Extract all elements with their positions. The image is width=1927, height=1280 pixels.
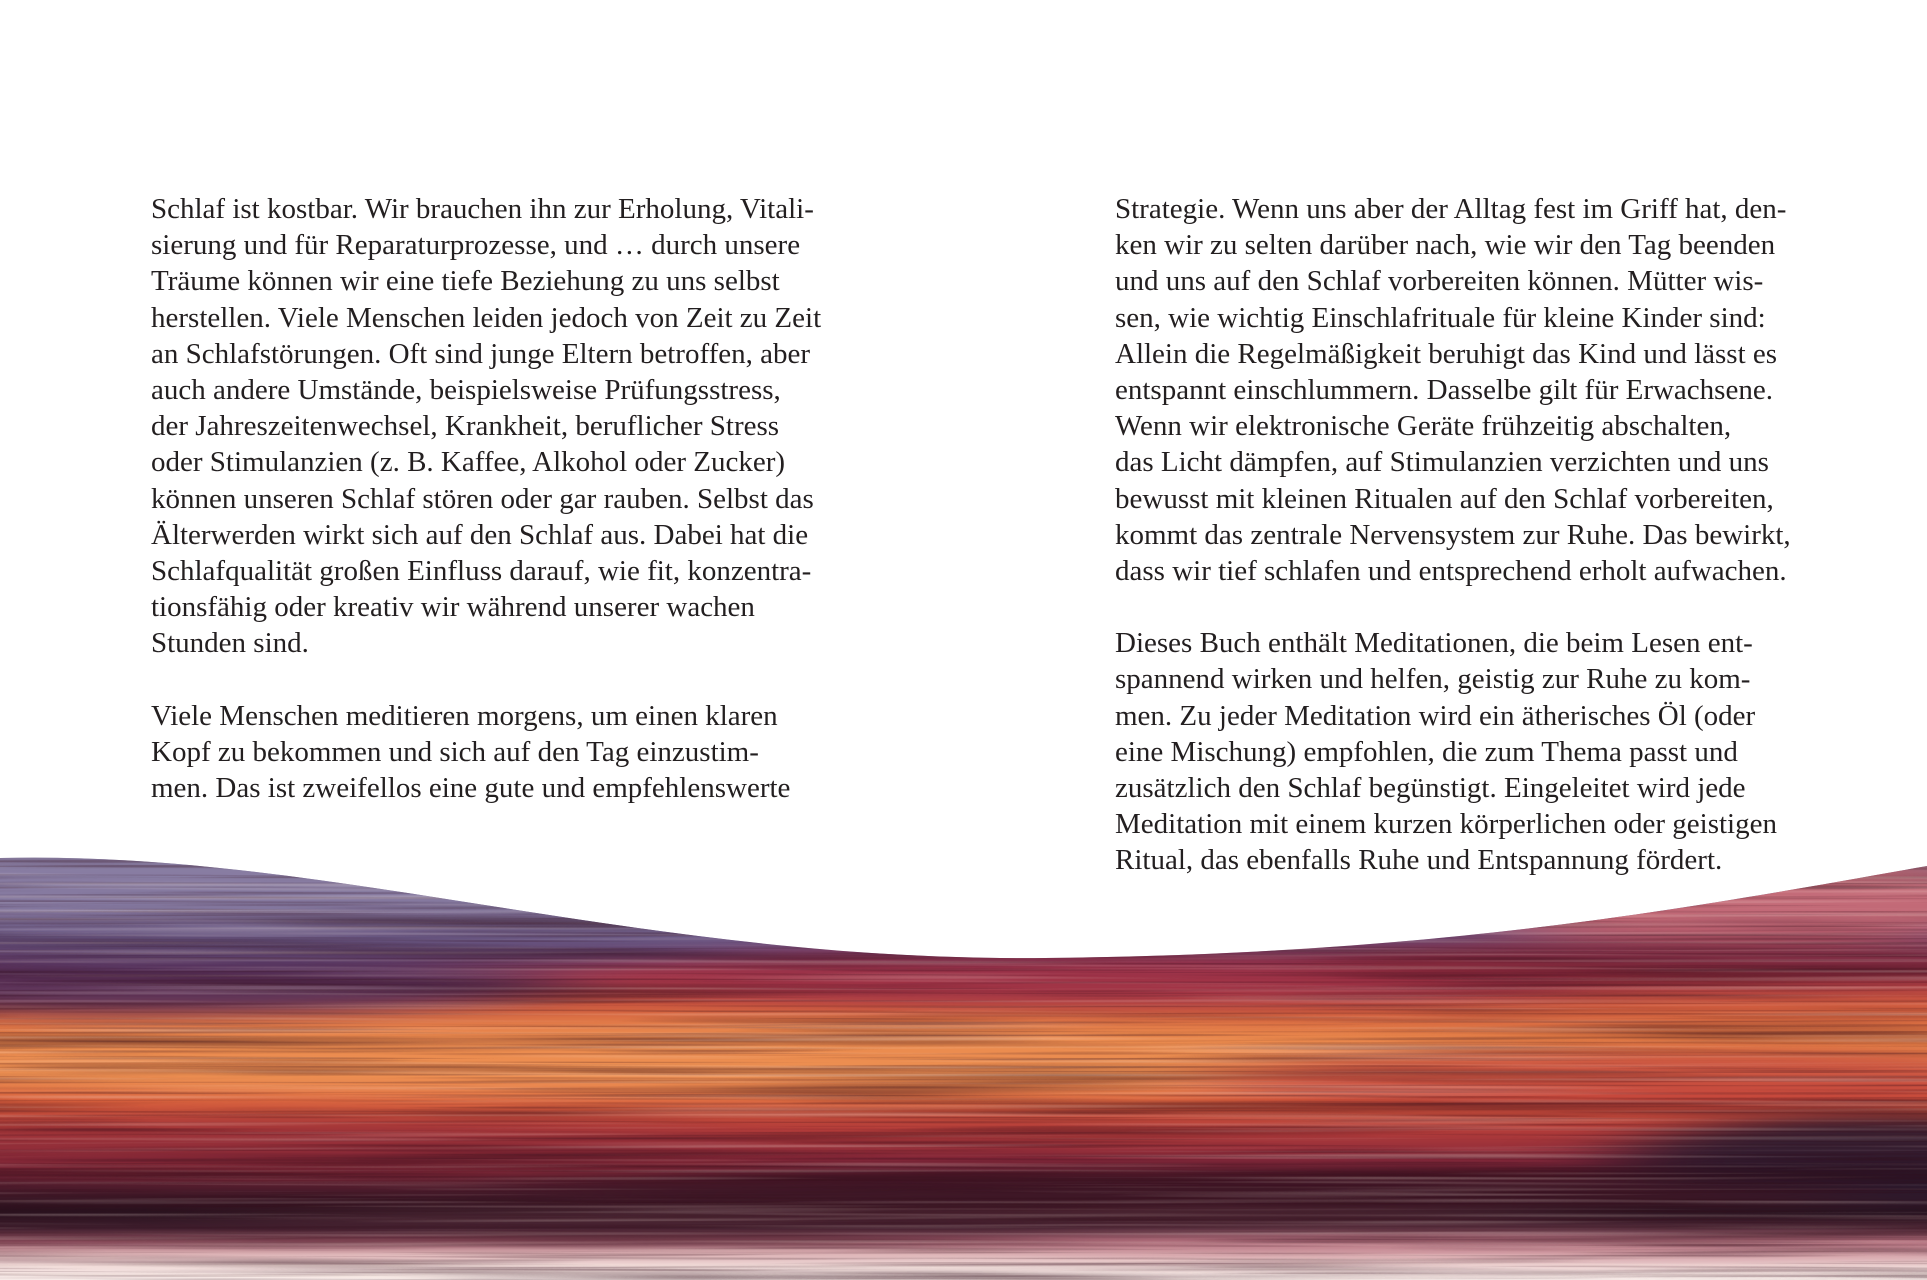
text-line: sierung und für Reparaturprozesse, und … durch unsere <box>151 229 801 262</box>
text-line: spannend wirken und helfen, geistig zur Ruhe zu kom- <box>1115 663 1751 696</box>
left-page-text <box>151 191 821 806</box>
text-line: kommt das zentrale Nervensystem zur Ruhe. Das bewirkt, <box>1115 518 1791 551</box>
text-line: bewusst mit kleinen Ritualen auf den Schlaf vorbereiten, <box>1115 482 1774 515</box>
paint-band <box>0 840 1927 1280</box>
text-line: Schlafqualität großen Einfluss darauf, wie fit, konzentra- <box>151 554 812 587</box>
text-line: ken wir zu selten darüber nach, wie wir den Tag beenden <box>1115 229 1776 262</box>
text-line: Allein die Regelmäßigkeit beruhigt das Kind und lässt es <box>1115 337 1778 370</box>
paragraph <box>151 698 821 807</box>
text-line: men. Zu jeder Meditation wird ein ätherisches Öl (oder <box>1115 699 1756 732</box>
text-line: Strategie. Wenn uns aber der Alltag fest im Griff hat, den- <box>1115 193 1787 225</box>
paragraph <box>1115 191 1791 589</box>
text-line: eine Mischung) empfohlen, die zum Thema passt und <box>1115 735 1738 768</box>
text-line: an Schlafstörungen. Oft sind junge Eltern betroffen, aber <box>151 337 811 370</box>
text-line: tionsfähig oder kreativ wir während unserer wachen <box>151 591 755 624</box>
text-line: sen, wie wichtig Einschlafrituale für kleine Kinder sind: <box>1115 301 1766 334</box>
text-line: Dieses Buch enthält Meditationen, die beim Lesen ent- <box>1115 627 1753 660</box>
text-line: entspannt einschlummern. Dasselbe gilt für Erwachsene. <box>1115 373 1773 406</box>
text-line: dass wir tief schlafen und entsprechend erholt aufwachen. <box>1115 554 1787 587</box>
text-line: Viele Menschen meditieren morgens, um einen klaren <box>151 699 778 732</box>
text-line: Träume können wir eine tiefe Beziehung zu uns selbst <box>151 265 780 298</box>
text-line: men. Das ist zweifellos eine gute und empfehlenswerte <box>151 772 791 804</box>
text-line: können unseren Schlaf stören oder gar rauben. Selbst das <box>151 482 814 515</box>
text-line: Wenn wir elektronische Geräte frühzeitig abschalten, <box>1115 410 1732 443</box>
light-brush-streaks <box>0 840 1927 1280</box>
paragraph <box>151 191 821 661</box>
text-line: herstellen. Viele Menschen leiden jedoch von Zeit zu Zeit <box>151 301 822 334</box>
text-line: der Jahreszeitenwechsel, Krankheit, beruflicher Stress <box>151 410 780 443</box>
text-line: Stunden sind. <box>151 627 309 660</box>
text-line: Ritual, das ebenfalls Ruhe und Entspannung fördert. <box>1115 844 1723 877</box>
right-page-text <box>1115 191 1791 879</box>
text-line: Kopf zu bekommen und sich auf den Tag einzustim- <box>151 735 759 768</box>
text-line: Schlaf ist kostbar. Wir brauchen ihn zur Erholung, Vitali- <box>151 193 814 225</box>
text-line: das Licht dämpfen, auf Stimulanzien verzichten und uns <box>1115 446 1769 479</box>
text-line: zusätzlich den Schlaf begünstigt. Eingeleitet wird jede <box>1115 772 1746 804</box>
text-line: oder Stimulanzien (z. B. Kaffee, Alkohol oder Zucker) <box>151 446 786 479</box>
text-line: Älterwerden wirkt sich auf den Schlaf aus. Dabei hat die <box>151 518 809 551</box>
text-line: auch andere Umstände, beispielsweise Prüfungsstress, <box>151 373 781 406</box>
text-line: und uns auf den Schlaf vorbereiten können. Mütter wis- <box>1115 265 1764 298</box>
text-line: Meditation mit einem kurzen körperlichen oder geistigen <box>1115 808 1777 841</box>
paragraph <box>1115 625 1791 878</box>
